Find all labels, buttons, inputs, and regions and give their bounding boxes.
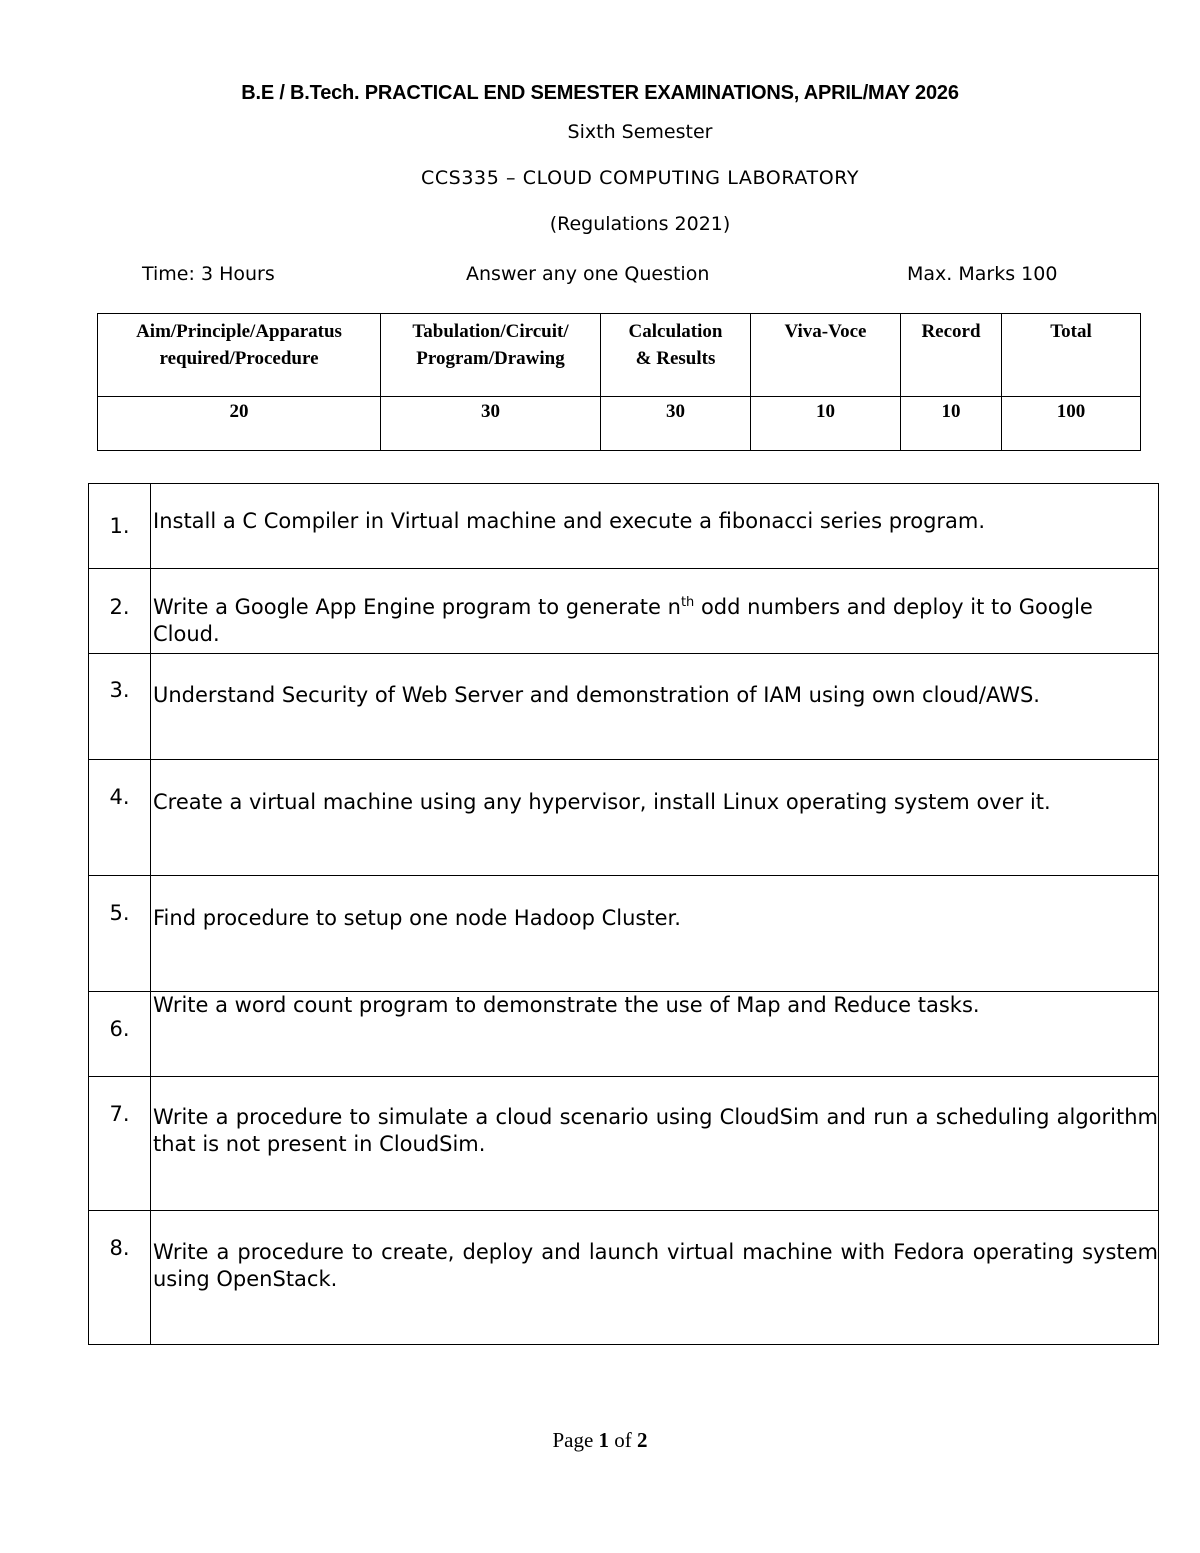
marks-header-line: Calculation — [628, 321, 723, 342]
questions-table — [88, 483, 1159, 1345]
marks-header-line: Aim/Principle/Apparatus — [136, 321, 342, 342]
course-title: CCS335 – CLOUD COMPUTING LABORATORY — [420, 167, 860, 189]
marks-value-cell: 10 — [901, 397, 1002, 451]
marks-header-cell — [601, 314, 751, 397]
marks-header-cell — [901, 314, 1002, 397]
question-number — [89, 1077, 151, 1211]
question-text — [151, 1077, 1159, 1211]
question-number — [89, 992, 151, 1077]
question-text-content: Understand Security of Web Server and demonstration of IAM using own cloud/AWS. — [153, 683, 1040, 707]
marks-value-cell: 30 — [381, 397, 601, 451]
marks-header-cell — [98, 314, 381, 397]
question-number-text: 1. — [109, 513, 130, 538]
marks-header-line: Tabulation/Circuit/ — [412, 321, 569, 342]
question-row — [89, 654, 1159, 760]
marks-header-row — [98, 314, 1141, 397]
question-text-content: Create a virtual machine using any hypervisor, install Linux operating system over it. — [153, 790, 1051, 814]
question-number — [89, 484, 151, 569]
question-text — [151, 760, 1159, 876]
question-row — [89, 876, 1159, 992]
marks-header-line: required/Procedure — [159, 348, 319, 369]
marks-value-cell: 100 — [1002, 397, 1141, 451]
marks-distribution-table — [97, 313, 1141, 451]
question-row — [89, 760, 1159, 876]
question-text-content: Install a C Compiler in Virtual machine and execute a fibonacci series program. — [153, 508, 986, 533]
marks-header-cell — [1002, 314, 1141, 397]
question-number-text: 3. — [109, 678, 130, 702]
question-number — [89, 654, 151, 760]
question-text-content: Write a procedure to create, deploy and launch virtual machine with Fedora operating system using OpenStack. — [153, 1240, 1158, 1291]
question-number — [89, 760, 151, 876]
of-word: of — [614, 1428, 632, 1452]
regulations-label: (Regulations 2021) — [549, 213, 731, 235]
question-row — [89, 484, 1159, 569]
marks-value-cell: 20 — [98, 397, 381, 451]
marks-header-line: Program/Drawing — [416, 348, 565, 369]
total-pages-number: 2 — [637, 1428, 648, 1452]
question-number-text: 7. — [109, 1102, 130, 1126]
question-text-content: Write a Google App Engine program to generate n — [153, 595, 681, 619]
question-row — [89, 992, 1159, 1077]
marks-header-line: & Results — [635, 348, 716, 369]
current-page-number: 1 — [598, 1428, 610, 1452]
question-text — [151, 1211, 1159, 1345]
question-text-content: Write a word count program to demonstrate the use of Map and Reduce tasks. — [153, 993, 980, 1017]
superscript-th: th — [680, 595, 695, 610]
question-number-text: 8. — [109, 1236, 130, 1260]
page-footer — [0, 1428, 1200, 1453]
question-text — [151, 569, 1159, 654]
question-text — [151, 992, 1159, 1077]
question-number-text: 2. — [109, 595, 130, 619]
marks-header-cell — [381, 314, 601, 397]
exam-title: B.E / B.Tech. PRACTICAL END SEMESTER EXAMINATIONS, APRIL/MAY 2026 — [241, 82, 959, 104]
instruction-label: Answer any one Question — [466, 263, 710, 285]
question-number — [89, 569, 151, 654]
semester-label: Sixth Semester — [567, 121, 713, 143]
max-marks-label: Max. Marks 100 — [907, 263, 1058, 285]
marks-values-row — [98, 397, 1141, 451]
question-row — [89, 1077, 1159, 1211]
marks-header-line: Record — [921, 321, 981, 342]
question-number-text: 5. — [109, 901, 130, 925]
question-text-content: odd numbers and deploy it to Google Cloud. — [153, 595, 1093, 646]
question-number — [89, 876, 151, 992]
question-text-content: Write a procedure to simulate a cloud scenario using CloudSim and run a scheduling algorithm that is not present in CloudSim. — [153, 1105, 1158, 1156]
question-number — [89, 1211, 151, 1345]
question-text-content: Find procedure to setup one node Hadoop Cluster. — [153, 906, 681, 930]
question-number-text: 6. — [109, 1017, 130, 1041]
question-row — [89, 1211, 1159, 1345]
time-label: Time: 3 Hours — [142, 263, 275, 285]
marks-header-line: Viva-Voce — [784, 321, 867, 342]
page-word: Page — [552, 1428, 594, 1452]
marks-value-cell: 10 — [751, 397, 901, 451]
marks-header-cell — [751, 314, 901, 397]
marks-header-line: Total — [1050, 321, 1092, 342]
question-row — [89, 569, 1159, 654]
marks-value-cell: 30 — [601, 397, 751, 451]
question-text — [151, 654, 1159, 760]
question-text — [151, 484, 1159, 569]
question-text — [151, 876, 1159, 992]
question-number-text: 4. — [109, 785, 130, 809]
